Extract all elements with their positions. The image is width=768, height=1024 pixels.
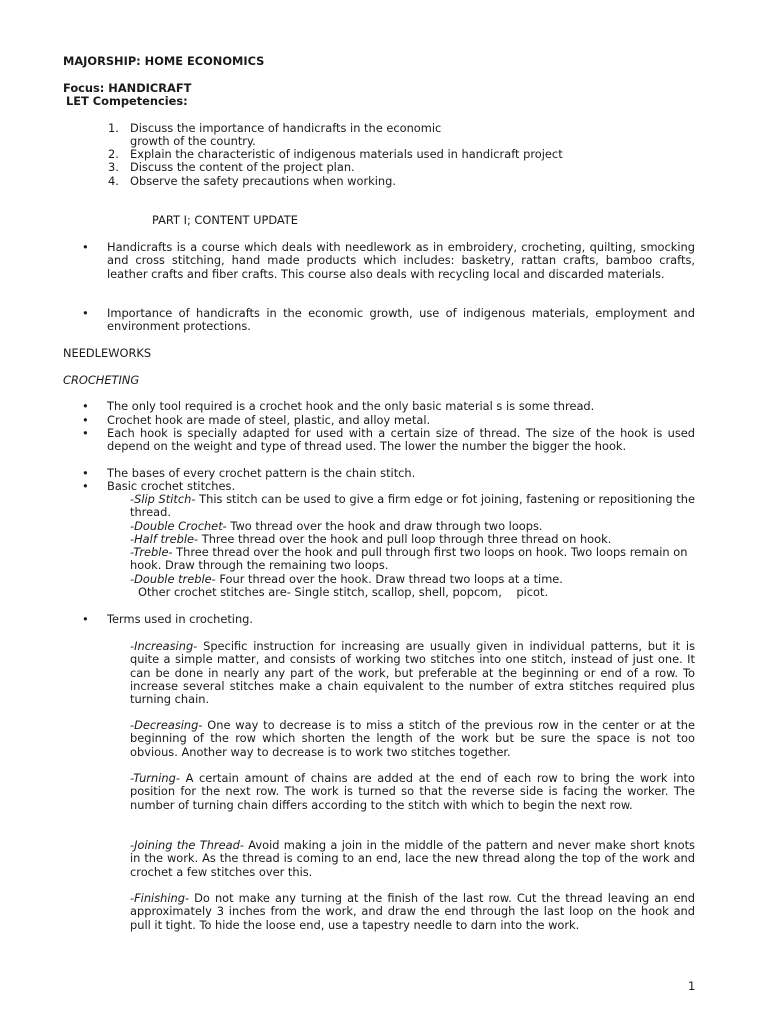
stitch-desc: - Four thread over the hook. Draw thread two loops at a time. [211, 572, 563, 586]
stitch-desc: - Three thread over the hook and pull loop through three thread on hook. [194, 532, 612, 546]
competency-text: Explain the characteristic of indigenous materials used in handicraft project [130, 147, 563, 161]
crochet-bullet: The only tool required is a crochet hook and the only basic material s is some thread. [107, 399, 595, 413]
term-name: -Finishing [130, 891, 185, 905]
let-competencies-heading: LET Competencies: [66, 94, 188, 108]
crochet-bullet: Basic crochet stitches. [107, 479, 236, 493]
bullet-dot: • [82, 612, 89, 626]
competency-number: 1. [108, 121, 119, 135]
focus-heading: Focus: HANDICRAFT [63, 81, 192, 95]
stitch-term: -Treble [130, 545, 169, 559]
bullet-dot: • [82, 466, 89, 480]
stitch-treble [130, 546, 695, 573]
intro-bullet-handicrafts: Handicrafts is a course which deals with needlework as in embroidery, crocheting, quilting, smocking and cross stitching, hand made products which includes: basketry, rattan crafts, bamboo crafts, leather crafts and fiber crafts. This course also deals with recycling local and discarded materials. [107, 240, 695, 281]
competency-text: Discuss the content of the project plan. [130, 160, 355, 174]
competency-number: 3. [108, 160, 119, 174]
term-name: -Decreasing [130, 718, 199, 732]
term-name: -Joining the Thread [130, 838, 240, 852]
term-desc: - Specific instruction for increasing are usually given in individual patterns, but it is quite a simple matter, and consists of working two stitches into one stitch, instead of just one. It can be done in nearly any part of the work, but preferable at the beginning or end of a row. To increase several stitches make a chain equivalent to the number of extra stitches required plus turning chain. [130, 639, 695, 707]
stitch-desc: - This stitch can be used to give a firm edge or fot joining, fastening or repositioning the thread. [130, 492, 695, 520]
crochet-bullet: The bases of every crochet pattern is the chain stitch. [107, 466, 416, 480]
term-finishing [130, 892, 695, 932]
majorship-heading: MAJORSHIP: HOME ECONOMICS [63, 54, 265, 68]
bullet-dot: • [82, 479, 89, 493]
stitch-term: -Double Crochet [130, 519, 223, 533]
term-desc: - One way to decrease is to miss a stitch of the previous row in the center or at the beginning of the row which shorten the length of the work but be sure the space is not too obvious. Another way to decrease is to work two stitches together. [130, 718, 695, 759]
term-joining [130, 839, 695, 879]
competency-text: Observe the safety precautions when working. [130, 174, 396, 188]
term-desc: - A certain amount of chains are added at the end of each row to bring the work into position for the next row. The work is turned so that the reverse side is facing the worker. The number of turning chain differs according to the stitch with which to begin the next row. [130, 771, 695, 812]
term-name: -Turning [130, 771, 176, 785]
other-stitches: Other crochet stitches are- Single stitch, scallop, shell, popcom, picot. [138, 585, 549, 599]
page-number: 1 [688, 979, 696, 993]
stitch-slip [130, 493, 695, 520]
stitch-desc: - Two thread over the hook and draw through two loops. [222, 519, 543, 533]
term-increasing [130, 640, 695, 706]
term-desc: - Do not make any turning at the finish of the last row. Cut the thread leaving an end approximately 3 inches from the work, and draw the end through the last loop on the hook and pull it tight. To hide the loose end, use a tapestry needle to darn into the work. [130, 891, 695, 932]
crocheting-heading: CROCHETING [63, 373, 140, 387]
term-desc: - Avoid making a join in the middle of the pattern and never make short knots in the work. As the thread is coming to an end, lace the new thread along the top of the work and crochet a few stitches over this. [130, 838, 695, 879]
terms-heading: Terms used in crocheting. [107, 612, 254, 626]
competency-number: 4. [108, 174, 119, 188]
intro-bullet-importance: Importance of handicrafts in the economic growth, use of indigenous materials, employment and environment protections. [107, 306, 695, 334]
needleworks-heading: NEEDLEWORKS [63, 346, 152, 360]
competency-number: 2. [108, 147, 119, 161]
crochet-bullet: Each hook is specially adapted for used with a certain size of thread. The size of the hook is used depend on the weight and type of thread used. The lower the number the bigger the hook. [107, 426, 695, 454]
bullet-dot: • [82, 306, 89, 320]
term-name: -Increasing [130, 639, 194, 653]
competency-text: Discuss the importance of handicrafts in the economic [130, 121, 442, 135]
bullet-dot: • [82, 240, 89, 254]
stitch-term: -Double treble [130, 572, 212, 586]
bullet-dot: • [82, 399, 89, 413]
stitch-term: -Half treble [130, 532, 195, 546]
competency-text: growth of the country. [130, 134, 256, 148]
bullet-dot: • [82, 413, 89, 427]
part-title: PART I; CONTENT UPDATE [152, 213, 298, 227]
crochet-bullet: Crochet hook are made of steel, plastic, and alloy metal. [107, 413, 431, 427]
bullet-dot: • [82, 426, 89, 440]
term-decreasing [130, 719, 695, 759]
stitch-term: -Slip Stitch [130, 492, 192, 506]
term-turning [130, 772, 695, 812]
stitch-desc: - Three thread over the hook and pull through first two loops on hook. Two loops remain on hook. Draw through the remaining two loops. [130, 545, 688, 573]
